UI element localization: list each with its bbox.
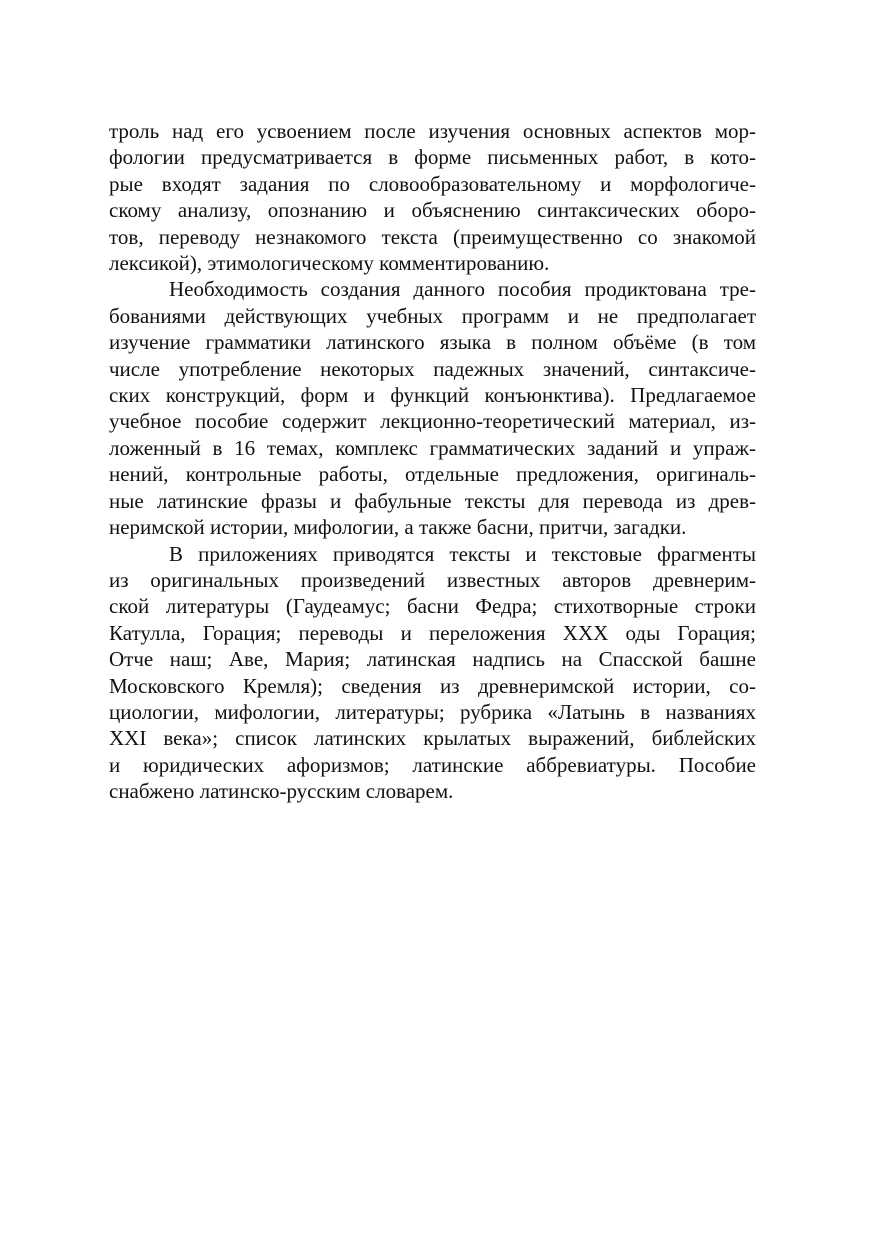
text-line: и юридических афоризмов; латинские аббревиатуры. Пособие (109, 752, 756, 777)
paragraph-2 (109, 276, 756, 540)
text-line: бованиями действующих учебных программ и не предполагает (109, 303, 756, 328)
text-line: снабжено латинско-русским словарем. (109, 779, 454, 804)
text-line: XXI века»; список латинских крылатых выражений, библейских (109, 726, 756, 751)
paragraph-1 (109, 118, 756, 276)
text-line: циологии, мифологии, литературы; рубрика «Латынь в названиях (109, 699, 756, 724)
text-line: ные латинские фразы и фабульные тексты для перевода из древ- (109, 488, 756, 513)
text-line: Катулла, Горация; переводы и переложения XXX оды Горация; (109, 620, 756, 645)
text-line: Отче наш; Аве, Мария; латинская надпись на Спасской башне (109, 647, 756, 672)
text-line: ских конструкций, форм и функций конъюнктива). Предлагаемое (109, 383, 756, 408)
text-line: тов, переводу незнакомого текста (преимущественно со знакомой (109, 224, 756, 249)
text-line: неримской истории, мифологии, а также басни, притчи, загадки. (109, 515, 687, 540)
text-line: нений, контрольные работы, отдельные предложения, оригиналь- (109, 462, 756, 487)
text-line: троль над его усвоением после изучения основных аспектов мор- (109, 119, 756, 143)
text-line: учебное пособие содержит лекционно-теоретический материал, из- (109, 409, 756, 434)
paragraph-3 (109, 541, 756, 805)
text-line: числе употребление некоторых падежных значений, синтаксиче- (109, 356, 756, 381)
document-page (109, 118, 756, 805)
text-line: скому анализу, опознанию и объяснению синтаксических оборо- (109, 198, 756, 223)
text-line: Московского Кремля); сведения из древнеримской истории, со- (109, 673, 756, 698)
text-line: из оригинальных произведений известных авторов древнерим- (109, 567, 756, 592)
text-line: лексикой), этимологическому комментированию. (109, 251, 550, 276)
text-line: изучение грамматики латинского языка в полном объёме (в том (109, 330, 756, 355)
text-line: ложенный в 16 темах, комплекс грамматических заданий и упраж- (109, 435, 756, 460)
text-line: В приложениях приводятся тексты и текстовые фрагменты (169, 541, 756, 566)
text-line: фологии предусматривается в форме письменных работ, в кото- (109, 145, 756, 170)
text-line: Необходимость создания данного пособия продиктована тре- (169, 277, 756, 302)
text-line: рые входят задания по словообразовательному и морфологиче- (109, 171, 756, 196)
text-line: ской литературы (Гаудеамус; басни Федра; стихотворные строки (109, 594, 756, 619)
